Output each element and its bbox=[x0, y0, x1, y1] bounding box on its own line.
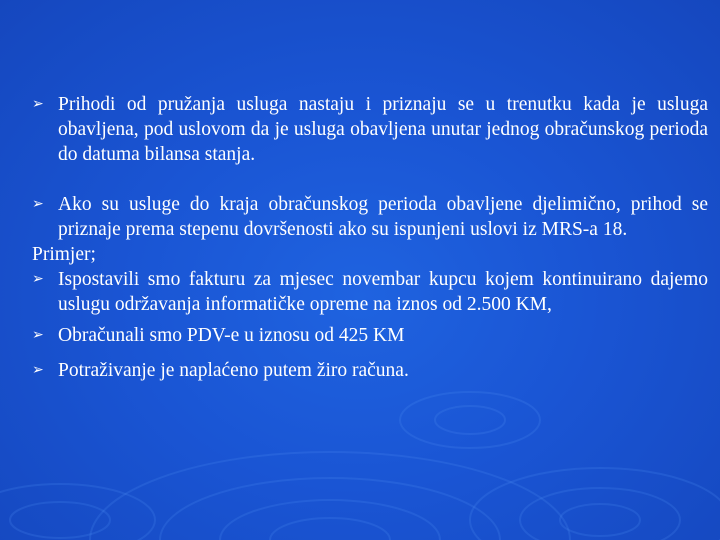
bullet-text: Prihodi od pružanja usluga nastaju i priznaju se u trenutku kada je usluga obavljena, pod uslovom da je usluga obavljena unutar jednog obračunskog perioda do datuma bilansa stanja. bbox=[58, 94, 708, 165]
arrowhead-bullet-icon: ➢ bbox=[32, 196, 44, 212]
bullet-item bbox=[32, 323, 708, 348]
bullet-item bbox=[32, 192, 708, 242]
bullet-text: Obračunali smo PDV-e u iznosu od 425 KM bbox=[58, 325, 405, 346]
arrowhead-bullet-icon: ➢ bbox=[32, 362, 44, 378]
example-label: Primjer; bbox=[32, 244, 96, 265]
bullet-item bbox=[32, 358, 708, 383]
slide-content bbox=[32, 92, 708, 383]
bullet-text: Potraživanje je naplaćeno putem žiro računa. bbox=[58, 360, 409, 381]
bullet-text: Ako su usluge do kraja obračunskog perioda obavljene djelimično, prihod se priznaje prema stepenu dovršenosti ako su ispunjeni uslovi iz MRS-a 18. bbox=[58, 194, 708, 240]
arrowhead-bullet-icon: ➢ bbox=[32, 271, 44, 287]
bullet-item bbox=[32, 92, 708, 167]
bullet-text: Ispostavili smo fakturu za mjesec novembar kupcu kojem kontinuirano dajemo uslugu održavanja informatičke opreme na iznos od 2.500 KM, bbox=[58, 269, 708, 315]
bullet-item bbox=[32, 267, 708, 317]
arrowhead-bullet-icon: ➢ bbox=[32, 96, 44, 112]
arrowhead-bullet-icon: ➢ bbox=[32, 327, 44, 343]
